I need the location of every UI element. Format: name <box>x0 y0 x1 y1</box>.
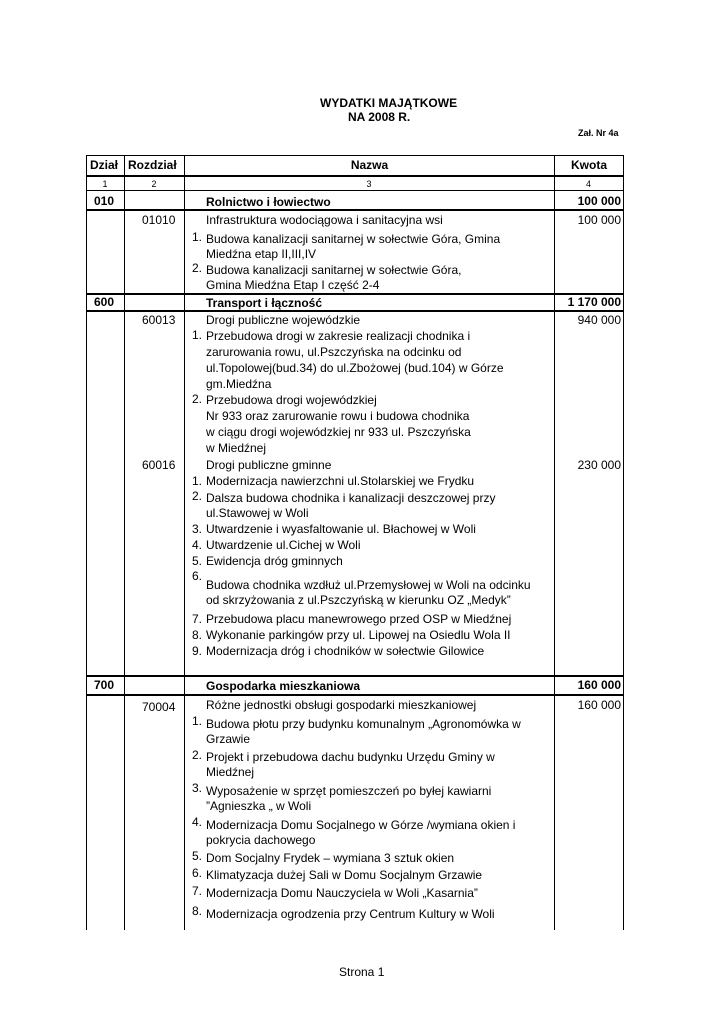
item-number: 4. <box>192 815 203 829</box>
item-number: 5. <box>192 849 203 863</box>
rozdzial-name-60013: Drogi publiczne wojewódzkie <box>206 313 361 327</box>
rozdzial-kwota-60016: 230 000 <box>577 458 621 472</box>
item-line: Projekt i przebudowa dachu budynku Urzędu Gminy w <box>206 750 495 764</box>
header-bottom-line <box>86 175 624 177</box>
item-line: Ewidencja dróg gminnych <box>206 554 343 568</box>
item-number: 6. <box>192 866 203 880</box>
item-line: Utwardzenie i wyasfaltowanie ul. Błachowej w Woli <box>206 522 476 536</box>
rozdzial-name-70004: Różne jednostki obsługi gospodarki mieszkaniowej <box>206 698 477 712</box>
document-title-line2: NA 2008 R. <box>348 110 411 124</box>
item-number: 4. <box>192 538 203 552</box>
item-line: Modernizacja Domu Socjalnego w Górze /wymiana okien i <box>206 818 516 832</box>
header-dzial: Dział <box>90 158 119 172</box>
colnum-4: 4 <box>585 179 591 189</box>
item-line: Dalsza budowa chodnika i kanalizacji deszczowej przy <box>206 491 496 505</box>
item-line: gm.Miedźna <box>206 377 272 391</box>
section-kwota-010: 100 000 <box>577 194 621 208</box>
item-line: Modernizacja ogrodzenia przy Centrum Kultury w Woli <box>206 907 495 921</box>
item-line: Grzawie <box>206 732 251 746</box>
item-line: Budowa kanalizacji sanitarnej w sołectwie Góra, <box>206 263 462 277</box>
item-number: 6. <box>192 569 203 583</box>
item-line: Utwardzenie ul.Cichej w Woli <box>206 538 361 552</box>
colnum-bottom-line <box>86 190 624 191</box>
item-number: 1. <box>192 474 203 488</box>
rozdzial-code-60013: 60013 <box>142 313 176 327</box>
item-line: pokrycia dachowego <box>206 833 316 847</box>
item-line: Modernizacja Domu Nauczyciela w Woli „Kasarnia” <box>206 886 478 900</box>
header-nazwa: Nazwa <box>350 158 389 172</box>
section-title-010: Rolnictwo i łowiectwo <box>206 195 331 209</box>
item-number: 7. <box>192 884 203 898</box>
section-title-600: Transport i łączność <box>206 296 323 310</box>
rozdzial-name-01010: Infrastruktura wodociągowa i sanitacyjna wsi <box>206 213 443 227</box>
item-line: Gmina Miedźna Etap I część 2-4 <box>206 278 380 292</box>
item-line: Przebudowa drogi w zakresie realizacji chodnika i <box>206 329 471 343</box>
col-divider-dzial <box>124 155 125 930</box>
item-number: 2. <box>192 261 203 275</box>
item-line: Budowa płotu przy budynku komunalnym „Agronomówka w <box>206 717 521 731</box>
item-line: Budowa kanalizacji sanitarnej w sołectwie Góra, Gmina <box>206 232 501 246</box>
item-number: 3. <box>192 781 203 795</box>
item-line: Miedźnej <box>206 765 255 779</box>
section-010-bottom-line <box>86 209 624 211</box>
item-number: 3. <box>192 522 203 536</box>
section-dzial-600: 600 <box>94 295 115 309</box>
item-line: Wykonanie parkingów przy ul. Lipowej na Osiedlu Wola II <box>206 628 511 642</box>
col-divider-nazwa <box>554 155 555 930</box>
expenditure-table <box>86 155 624 930</box>
colnum-3: 3 <box>366 179 372 189</box>
section-700-top-line <box>86 675 624 677</box>
document-title-line1: WYDATKI MAJĄTKOWE <box>320 96 458 110</box>
rozdzial-kwota-70004: 160 000 <box>577 698 621 712</box>
item-line: w ciągu drogi wojewódzkiej nr 933 ul. Pszczyńska <box>206 425 471 439</box>
item-line: Modernizacja dróg i chodników w sołectwie Gilowice <box>206 644 485 658</box>
item-number: 2. <box>192 392 203 406</box>
item-line: od skrzyżowania z ul.Pszczyńską w kierunku OZ „Medyk” <box>206 593 511 607</box>
item-line: ul.Stawowej w Woli <box>206 506 309 520</box>
page-number: Strona 1 <box>339 965 385 979</box>
item-number: 8. <box>192 904 203 918</box>
colnum-1: 1 <box>102 179 108 189</box>
header-rozdzial: Rozdział <box>128 158 177 172</box>
item-line: Wyposażenie w sprzęt pomieszczeń po byłej kawiarni <box>206 784 492 798</box>
table-border-left <box>86 155 87 930</box>
rozdzial-kwota-01010: 100 000 <box>577 213 621 227</box>
table-border-right <box>623 155 624 930</box>
item-line: w Miedźnej <box>206 441 267 455</box>
attachment-label: Zał. Nr 4a <box>578 128 619 138</box>
section-dzial-700: 700 <box>94 678 115 692</box>
section-kwota-700: 160 000 <box>577 678 621 692</box>
section-title-700: Gospodarka mieszkaniowa <box>206 679 361 693</box>
item-line: Przebudowa drogi wojewódzkiej <box>206 393 377 407</box>
rozdzial-kwota-60013: 940 000 <box>577 313 621 327</box>
item-number: 1. <box>192 328 203 342</box>
section-kwota-600: 1 170 000 <box>567 295 621 309</box>
item-line: Nr 933 oraz zarurowanie rowu i budowa chodnika <box>206 409 470 423</box>
item-line: Modernizacja nawierzchni ul.Stolarskiej we Frydku <box>206 474 475 488</box>
item-number: 8. <box>192 628 203 642</box>
item-number: 1. <box>192 714 203 728</box>
item-number: 2. <box>192 489 203 503</box>
item-line: Miedźna etap II,III,IV <box>206 247 317 261</box>
item-line: Dom Socjalny Frydek – wymiana 3 sztuk okien <box>206 851 455 865</box>
table-border-top <box>86 155 624 156</box>
item-line: zarurowania rowu, ul.Pszczyńska na odcinku od <box>206 345 462 359</box>
item-number: 9. <box>192 644 203 658</box>
rozdzial-code-70004: 70004 <box>142 700 176 714</box>
rozdzial-code-01010: 01010 <box>142 213 176 227</box>
col-divider-rozdzial <box>184 155 185 930</box>
item-line: Klimatyzacja dużej Sali w Domu Socjalnym Grzawie <box>206 868 483 882</box>
item-line: ”Agnieszka „ w Woli <box>206 799 312 813</box>
section-dzial-010: 010 <box>94 194 115 208</box>
rozdzial-code-60016: 60016 <box>142 458 176 472</box>
item-line: Przebudowa placu manewrowego przed OSP w Miedźnej <box>206 612 512 626</box>
item-number: 7. <box>192 612 203 626</box>
item-line: ul.Topolowej(bud.34) do ul.Zbożowej (bud.104) w Górze <box>206 361 504 375</box>
item-number: 5. <box>192 554 203 568</box>
section-700-bottom-line <box>86 694 624 696</box>
colnum-2: 2 <box>151 179 157 189</box>
rozdzial-name-60016: Drogi publiczne gminne <box>206 458 332 472</box>
section-600-top-line <box>86 293 624 295</box>
item-number: 1. <box>192 230 203 244</box>
item-number: 2. <box>192 748 203 762</box>
header-kwota: Kwota <box>571 158 607 172</box>
item-line: Budowa chodnika wzdłuż ul.Przemysłowej w Woli na odcinku <box>206 578 531 592</box>
